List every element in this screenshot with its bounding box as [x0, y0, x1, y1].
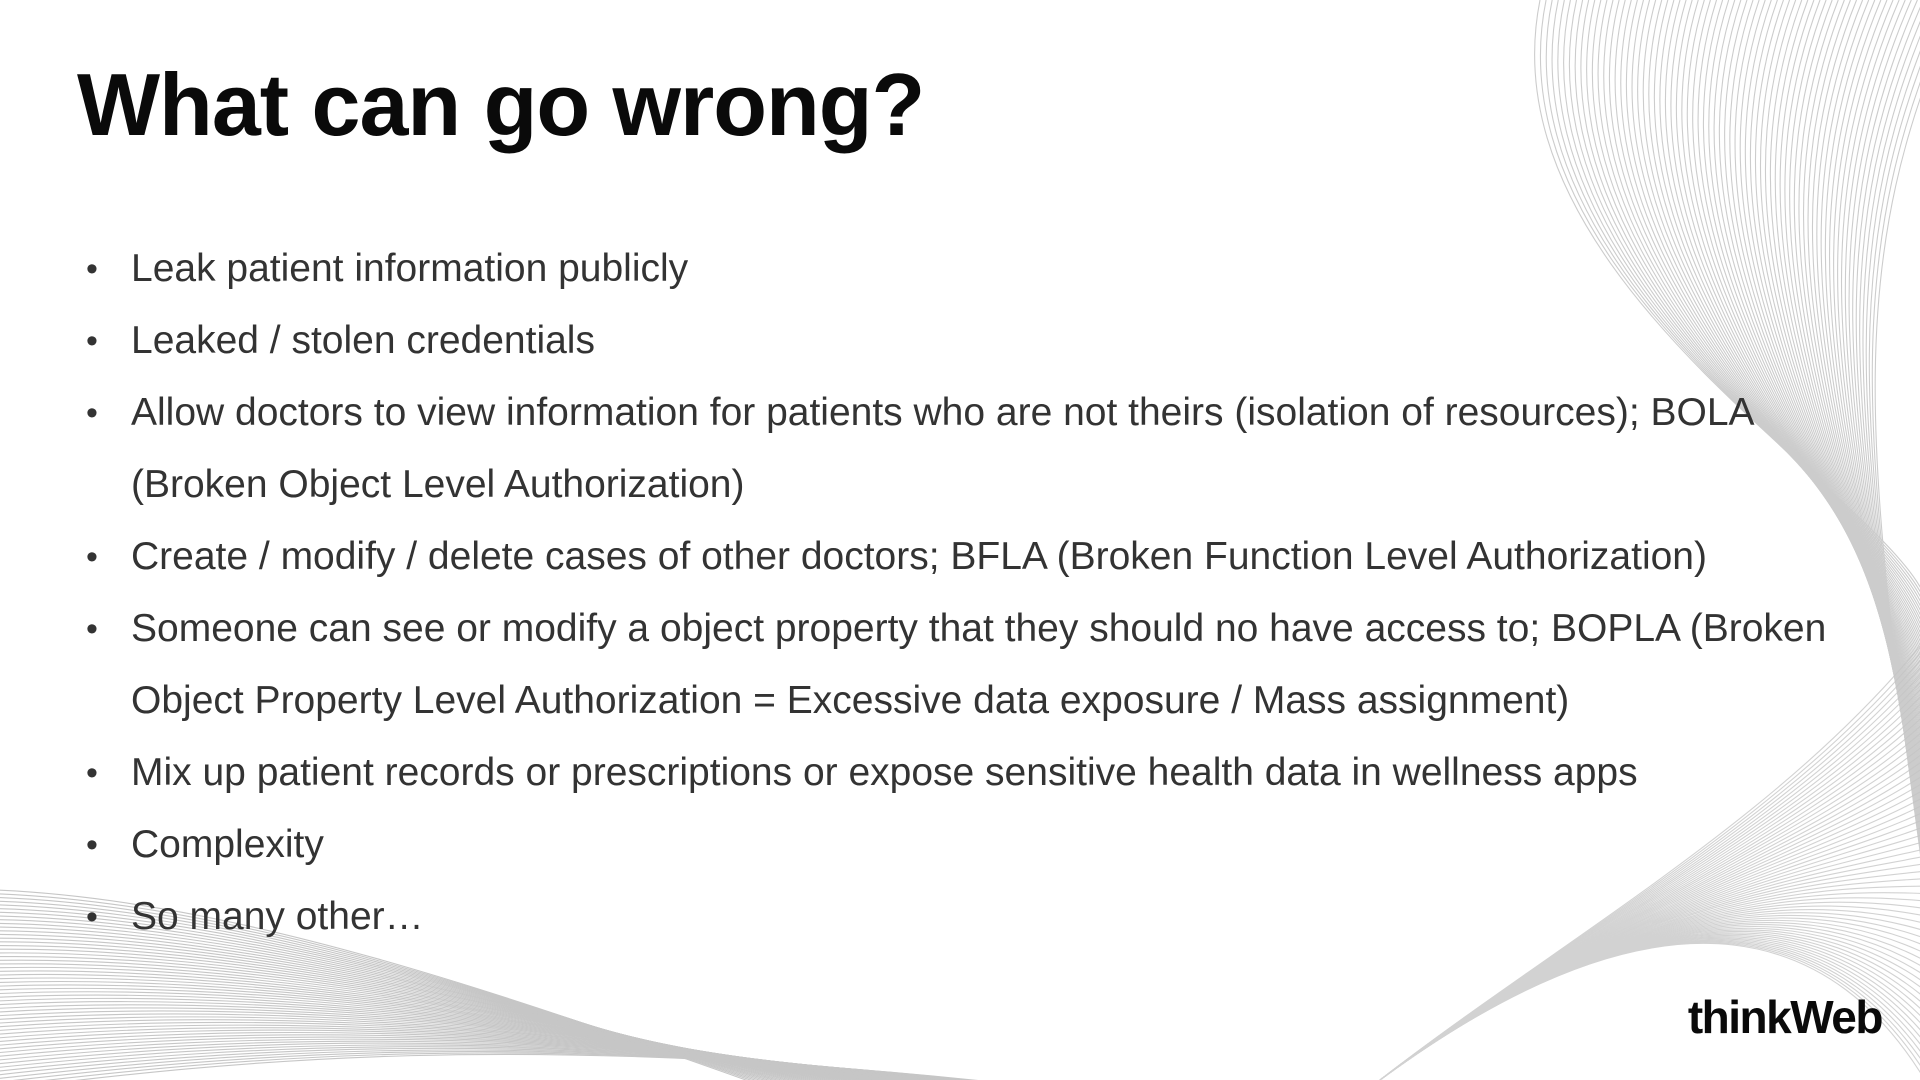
bullet-text: Mix up patient records or prescriptions or expose sensitive health data in wellness apps [131, 751, 1638, 794]
wave-line [0, 1037, 972, 1080]
wave-line [1834, 0, 1920, 1000]
bullet-text: Leaked / stolen credentials [131, 319, 595, 362]
wave-line [0, 1025, 948, 1080]
list-item [86, 233, 1846, 305]
wave-line [0, 957, 847, 1080]
wave-line [0, 1039, 977, 1080]
wave-line [0, 1002, 909, 1080]
list-item [86, 737, 1846, 809]
wave-line [1863, 0, 1920, 1053]
wave-line [1838, 0, 1920, 1007]
wave-line [0, 1043, 986, 1080]
wave-line [0, 971, 866, 1080]
wave-line [0, 942, 827, 1080]
wave-line [0, 981, 880, 1080]
wave-line [1845, 0, 1920, 1020]
wave-line [0, 1005, 914, 1080]
wave-line [0, 1028, 953, 1080]
bullet-text: Complexity [131, 823, 324, 866]
wave-line [0, 967, 861, 1080]
list-item [86, 305, 1846, 377]
wave-line [0, 934, 818, 1080]
wave-line [0, 1014, 929, 1080]
wave-line [0, 1047, 996, 1080]
wave-line [1860, 0, 1920, 1047]
wave-line [0, 1017, 933, 1080]
wave-line [0, 1020, 938, 1080]
list-item [86, 377, 1846, 521]
wave-line [0, 1011, 924, 1080]
wave-line [1856, 0, 1920, 1040]
wave-line [1872, 0, 1920, 1073]
wave-line [1869, 0, 1920, 1067]
wave-line [0, 1054, 1020, 1080]
wave-line [1866, 0, 1920, 1060]
bullet-icon: • [86, 322, 98, 360]
bullet-icon: • [86, 826, 98, 864]
wave-line [0, 938, 823, 1080]
wave-line [0, 992, 895, 1080]
wave-line [0, 960, 851, 1080]
page-title: What can go wrong? [77, 55, 925, 154]
bullet-icon: • [86, 250, 98, 288]
wave-line [0, 998, 904, 1080]
wave-line [0, 1008, 919, 1080]
bullet-text: Create / modify / delete cases of other doctors; BFLA (Broken Function Level Authorization) [131, 535, 1707, 578]
bullet-text: Leak patient information publicly [131, 247, 689, 290]
wave-line [0, 1030, 957, 1080]
thinkweb-logo: thinkWeb [1687, 991, 1882, 1043]
bullet-icon: • [86, 394, 98, 432]
wave-line [0, 1052, 1010, 1080]
wave-line [1849, 0, 1920, 1027]
wave-line [0, 995, 900, 1080]
bullet-list [86, 233, 1846, 953]
list-item [86, 593, 1846, 737]
wave-line [0, 1032, 962, 1080]
wave-line [0, 964, 856, 1080]
wave-line [0, 1048, 1001, 1080]
wave-line [0, 1050, 1006, 1080]
bullet-icon: • [86, 538, 98, 576]
list-item [86, 521, 1846, 593]
wave-line [0, 974, 871, 1080]
bullet-icon: • [86, 898, 98, 936]
list-item [86, 809, 1846, 881]
bullet-icon: • [86, 754, 98, 792]
wave-line [0, 953, 842, 1080]
list-item [86, 881, 1846, 953]
wave-line [1842, 0, 1920, 1013]
wave-line [0, 1022, 943, 1080]
bullet-text: So many other… [131, 895, 424, 938]
wave-line [1875, 0, 1920, 1080]
wave-line [0, 978, 876, 1080]
wave-line [0, 1041, 981, 1080]
wave-line [0, 1045, 991, 1080]
bullet-text: Allow doctors to view information for patients who are not theirs (isolation of resources); BOLA (Broken Object Level Authorization) [131, 391, 1753, 506]
wave-line [0, 1035, 967, 1080]
wave-line [0, 931, 813, 1080]
wave-line [1853, 0, 1920, 1033]
wave-line [0, 988, 890, 1080]
wave-line [0, 946, 832, 1080]
wave-line [0, 985, 885, 1080]
wave-line [0, 1053, 1015, 1080]
bullet-icon: • [86, 610, 98, 648]
bullet-text: Someone can see or modify a object property that they should no have access to; BOPLA (Broken Object Property Level Authorization = Excessive data exposure / Mass assignment) [131, 607, 1827, 722]
wave-line [0, 949, 837, 1080]
